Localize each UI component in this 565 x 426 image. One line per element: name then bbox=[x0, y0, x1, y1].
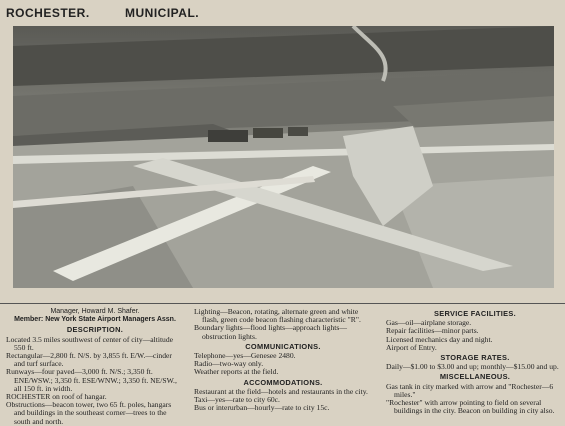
storage-line: Daily—$1.00 to $3.00 and up; monthly—$15.00 and up. bbox=[386, 362, 559, 372]
column-services bbox=[386, 308, 564, 415]
misc-line: "Rochester" with arrow pointing to field on several buildings in the city. Beacon on building in city also. bbox=[386, 398, 555, 416]
manager-line: Manager, Howard M. Shafer. bbox=[50, 308, 140, 315]
accommodations-heading: ACCOMMODATIONS. bbox=[243, 377, 323, 387]
boundary-lights-line: Boundary lights—flood lights—approach lights—obstruction lights. bbox=[194, 323, 347, 341]
communications-heading: COMMUNICATIONS. bbox=[245, 341, 321, 351]
misc-heading: MISCELLANEOUS. bbox=[439, 372, 511, 382]
member-line: Member: New York State Airport Managers Assn. bbox=[14, 316, 176, 324]
description-heading: DESCRIPTION. bbox=[66, 325, 124, 335]
misc-line: Gas tank in city marked with arrow and "Rochester—6 miles." bbox=[386, 381, 554, 399]
service-line: Gas—oil—airplane storage. bbox=[386, 318, 472, 328]
column-description bbox=[6, 308, 184, 426]
description-line: Runways—four paved—3,000 ft. N/S.; 3,350 ft. ENE/WSW.; 3,350 ft. ESE/WNW.; 3,350 ft. NE/SW., all 150 ft. in width. bbox=[6, 367, 177, 393]
lighting-line: Lighting—Beacon, rotating, alternate green and white flash, green code beacon flashing characteristic "R". bbox=[194, 307, 361, 325]
page-header bbox=[0, 0, 565, 24]
communications-line: Weather reports at the field. bbox=[194, 367, 279, 377]
description-line: Obstructions—beacon tower, two 65 ft. poles, hangars and buildings in the southeast corner—trees to the south and north. bbox=[6, 400, 172, 426]
communications-line: Radio—two-way only. bbox=[194, 359, 264, 369]
service-line: Airport of Entry. bbox=[386, 342, 437, 352]
city-title: ROCHESTER. bbox=[6, 6, 90, 20]
accommodations-line: Bus or interurban—hourly—rate to city 15c. bbox=[194, 403, 330, 413]
description-line: Located 3.5 miles southwest of center of city—altitude 550 ft. bbox=[6, 334, 174, 352]
accommodations-line: Restaurant at the field—hotels and restaurants in the city. bbox=[194, 386, 368, 396]
service-line: Repair facilities—minor parts. bbox=[386, 326, 479, 336]
service-heading: SERVICE FACILITIES. bbox=[434, 309, 516, 318]
service-line: Licensed mechanics day and night. bbox=[386, 334, 493, 344]
airport-type-title: MUNICIPAL. bbox=[125, 6, 200, 20]
storage-heading: STORAGE RATES. bbox=[440, 353, 510, 363]
aerial-photo bbox=[13, 26, 554, 288]
description-line: Rectangular—2,800 ft. N/S. by 3,855 ft. E/W.—cinder and turf surface. bbox=[6, 351, 172, 369]
communications-line: Telephone—yes—Genesee 2480. bbox=[194, 351, 296, 361]
accommodations-line: Taxi—yes—rate to city 60c. bbox=[194, 395, 280, 405]
aerial-photo-drawing bbox=[13, 26, 554, 288]
column-lighting-communications bbox=[194, 308, 372, 412]
description-line: ROCHESTER on roof of hangar. bbox=[6, 392, 107, 402]
divider-line bbox=[0, 303, 565, 304]
